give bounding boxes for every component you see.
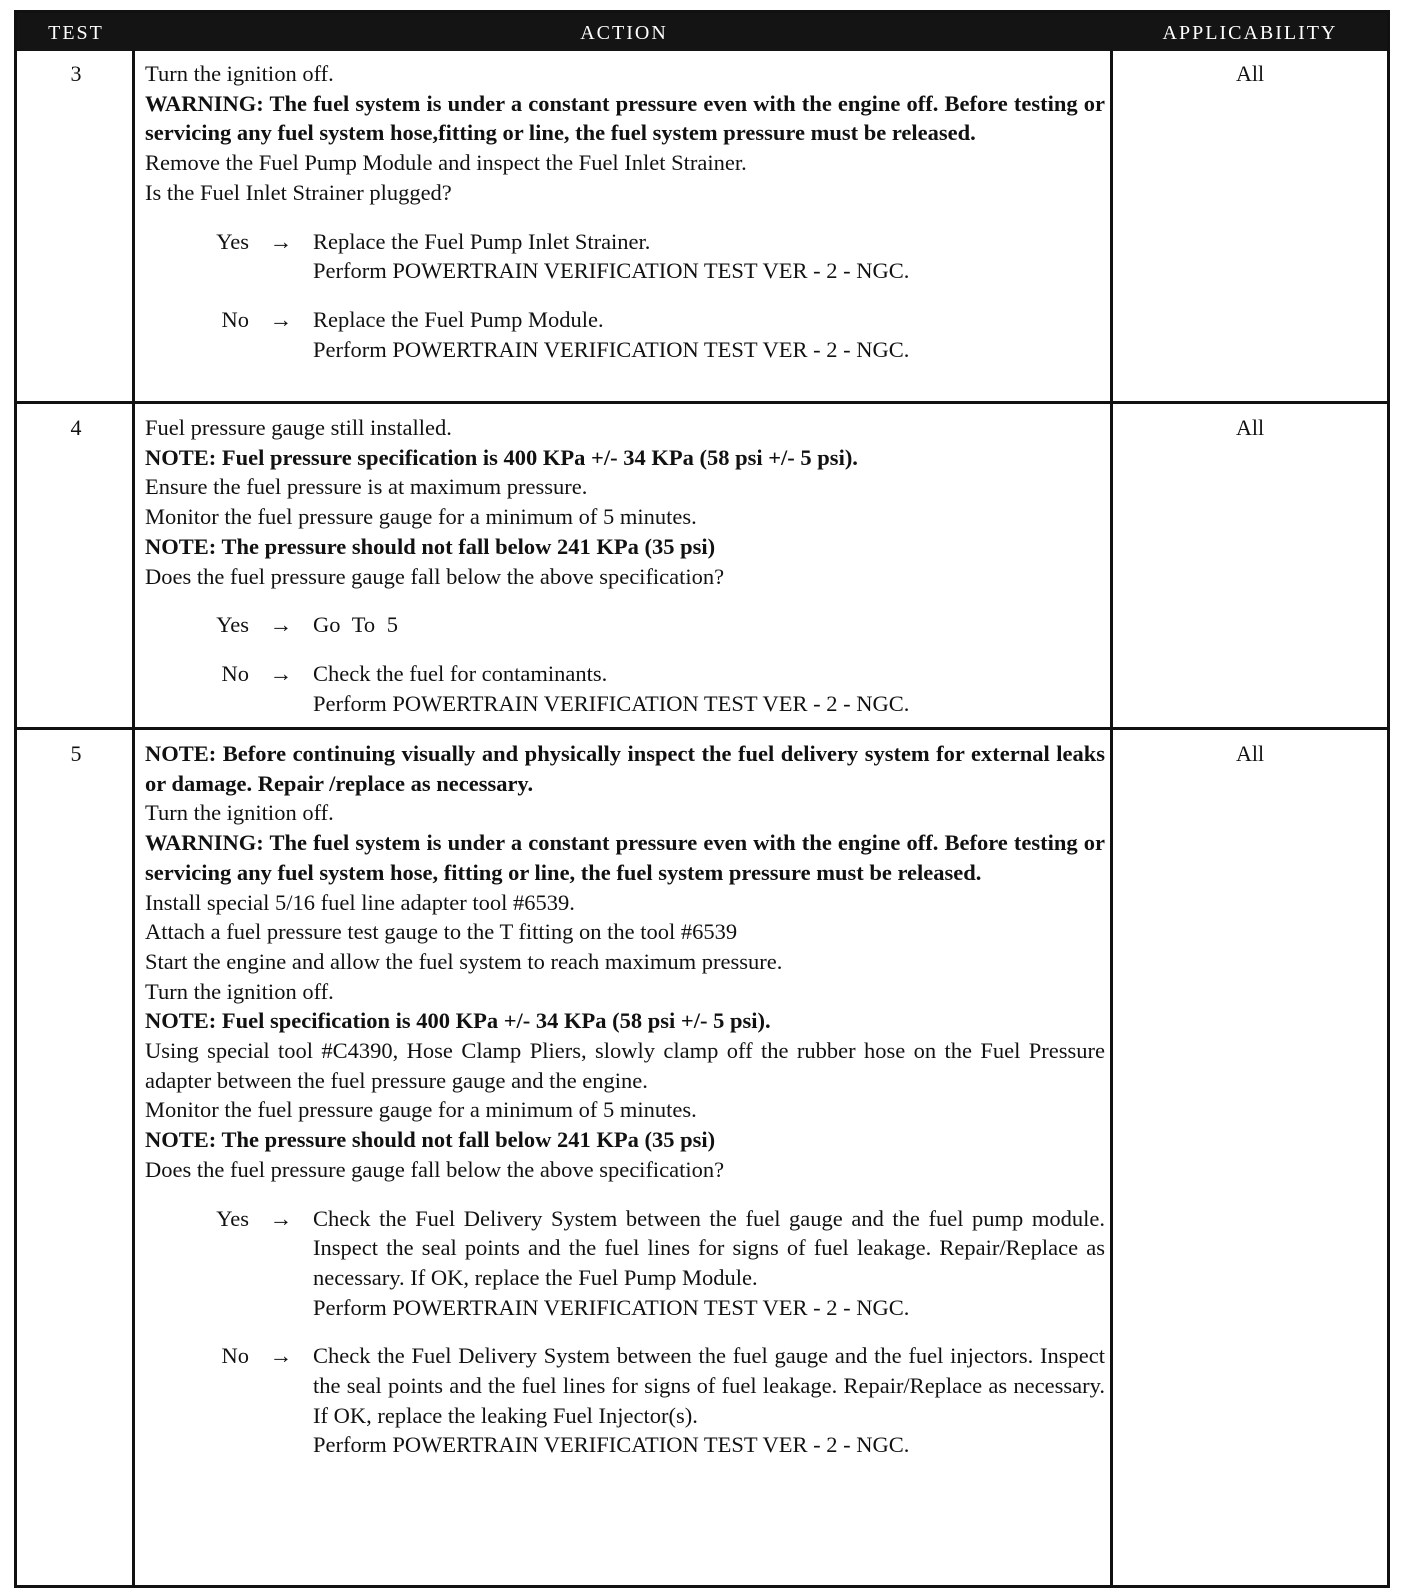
test-number: 3 (70, 61, 82, 86)
yes-branch (145, 227, 1105, 286)
test-number: 4 (70, 415, 82, 440)
step-text: Fuel pressure gauge still installed. (145, 415, 452, 440)
no-label: No (221, 660, 249, 686)
no-label: No (221, 1343, 249, 1369)
step-text: Using special tool #C4390, Hose Clamp Pliers, slowly clamp off the rubber hose on the Fuel Pressure adapter between the fuel pressure gauge and the engine. (145, 1038, 1105, 1093)
header-test: TEST (48, 22, 104, 44)
step-text: Turn the ignition off. (145, 978, 334, 1004)
applicability-value: All (1235, 61, 1265, 86)
right-arrow-icon: → (269, 1343, 293, 1369)
note-text: NOTE: The pressure should not fall below 241 KPa (35 psi) (145, 533, 716, 559)
answer-text: Check the fuel for contaminants. (313, 660, 608, 686)
answer-text: Go To 5 (313, 612, 399, 638)
warning-text: WARNING: The fuel system is under a constant pressure even with the engine off. Before testing or servicing any fuel system hose,fitting or line, the fuel system pressure must be released. (145, 90, 1105, 146)
table-header (17, 13, 1387, 51)
step-text: Monitor the fuel pressure gauge for a minimum of 5 minutes. (145, 504, 697, 530)
right-arrow-icon: → (269, 1205, 293, 1231)
row-divider (17, 727, 1387, 730)
note-text: NOTE: Fuel specification is 400 KPa +/- 34 KPa (58 psi +/- 5 psi). (145, 1008, 771, 1034)
answer-text: Replace the Fuel Pump Inlet Strainer. (313, 228, 651, 254)
applicability-value: All (1235, 415, 1265, 440)
note-text: NOTE: The pressure should not fall below 241 KPa (35 psi) (145, 1127, 716, 1153)
action-cell (145, 413, 1105, 718)
no-label: No (221, 306, 249, 332)
question-text: Does the fuel pressure gauge fall below the above specification? (145, 563, 725, 589)
right-arrow-icon: → (269, 660, 293, 686)
verification-text: Perform POWERTRAIN VERIFICATION TEST VER - 2 - NGC. (313, 336, 910, 362)
step-text: Start the engine and allow the fuel system to reach maximum pressure. (145, 948, 783, 974)
step-text: Monitor the fuel pressure gauge for a minimum of 5 minutes. (145, 1097, 697, 1123)
no-branch (145, 1341, 1105, 1460)
answer-text: Replace the Fuel Pump Module. (313, 306, 604, 332)
action-cell (145, 739, 1105, 1460)
yes-label: Yes (216, 1205, 249, 1231)
right-arrow-icon: → (269, 612, 293, 638)
no-branch (145, 305, 1105, 364)
answer-text: Check the Fuel Delivery System between the fuel gauge and the fuel injectors. Inspect the seal points and the fuel lines for signs of fuel leakage. Repair/Replace as necessary. If OK, replace the leaking Fuel Injector(s). (313, 1343, 1105, 1428)
yes-branch (145, 610, 1105, 640)
header-applicability: APPLICABILITY (1162, 22, 1338, 44)
step-text: Ensure the fuel pressure is at maximum pressure. (145, 474, 588, 500)
yes-label: Yes (216, 612, 249, 638)
step-text: Turn the ignition off. (145, 800, 334, 826)
yes-branch (145, 1204, 1105, 1323)
verification-text: Perform POWERTRAIN VERIFICATION TEST VER - 2 - NGC. (313, 258, 910, 284)
note-text: NOTE: Fuel pressure specification is 400 KPa +/- 34 KPa (58 psi +/- 5 psi). (145, 444, 858, 470)
verification-text: Perform POWERTRAIN VERIFICATION TEST VER - 2 - NGC. (313, 1294, 910, 1320)
step-text: Attach a fuel pressure test gauge to the T fitting on the tool #6539 (145, 919, 738, 945)
question-text: Does the fuel pressure gauge fall below the above specification? (145, 1156, 725, 1182)
verification-text: Perform POWERTRAIN VERIFICATION TEST VER - 2 - NGC. (313, 690, 910, 716)
diagnostic-table (14, 10, 1390, 1588)
action-cell (145, 59, 1105, 364)
column-divider (132, 51, 135, 1585)
step-text: Remove the Fuel Pump Module and inspect the Fuel Inlet Strainer. (145, 150, 747, 176)
applicability-value: All (1235, 741, 1265, 766)
column-divider (1110, 51, 1113, 1585)
answer-text: Check the Fuel Delivery System between the fuel gauge and the fuel pump module. Inspect the seal points and the fuel lines for signs of fuel leakage. Repair/Replace as necessary. If OK, replace the Fuel Pump Module. (313, 1205, 1105, 1290)
warning-text: WARNING: The fuel system is under a constant pressure even with the engine off. Before testing or servicing any fuel system hose, fitting or line, the fuel system pressure must be released. (145, 830, 1105, 885)
yes-label: Yes (216, 228, 249, 254)
no-branch (145, 659, 1105, 718)
question-text: Is the Fuel Inlet Strainer plugged? (145, 179, 452, 205)
row-divider (17, 401, 1387, 404)
header-action: ACTION (580, 22, 668, 44)
verification-text: Perform POWERTRAIN VERIFICATION TEST VER - 2 - NGC. (313, 1432, 910, 1458)
step-text: Turn the ignition off. (145, 61, 334, 86)
right-arrow-icon: → (269, 228, 293, 254)
note-text: NOTE: Before continuing visually and physically inspect the fuel delivery system for external leaks or damage. Repair /replace as necessary. (145, 741, 1105, 796)
step-text: Install special 5/16 fuel line adapter tool #6539. (145, 889, 575, 915)
right-arrow-icon: → (269, 306, 293, 332)
test-number: 5 (70, 741, 82, 766)
